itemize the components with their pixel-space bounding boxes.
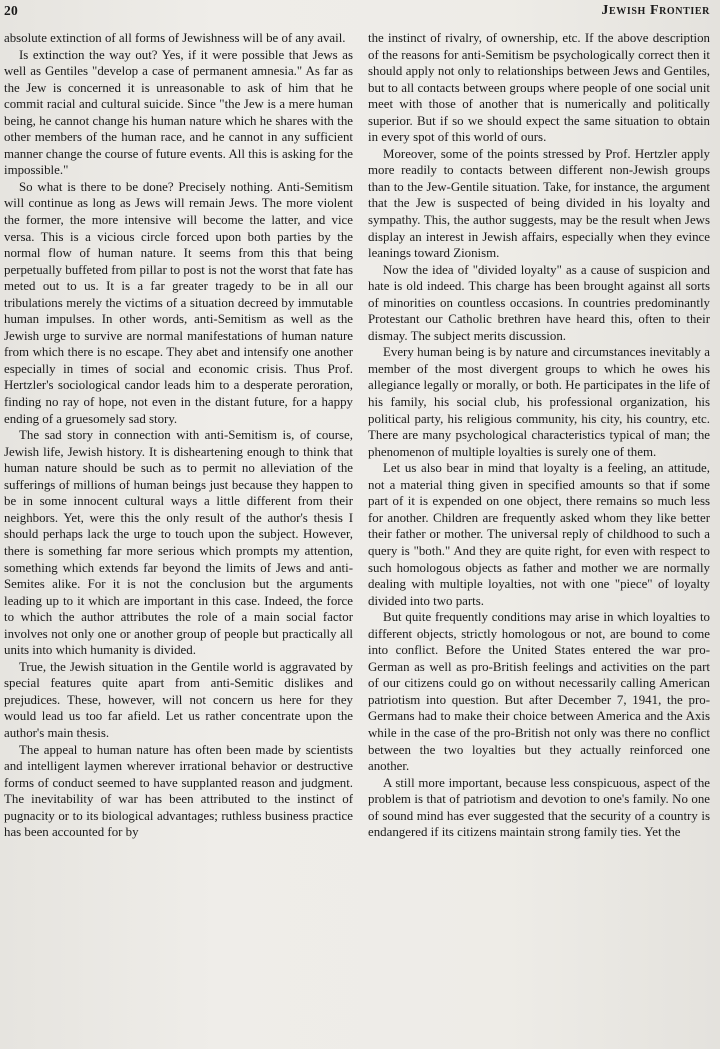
paragraph: The appeal to human nature has often been made by scientists and intelligent laymen wherever irrational behavior or destructive forms of conduct seemed to have supplanted reason and judgment. The inevitability of war has been attributed to the instinct of pugnacity or to its biological advantages; ruthless business practice has been accounted for by	[4, 742, 353, 840]
paragraph: Every human being is by nature and circumstances inevitably a member of the most divergent groups to which he owes his allegiance legally or morally, or both. He participates in the life of his family, his social club, his professional organization, his political party, his religious community, his city, his country, etc. There are many psychological characteristics typical of man; the phenomenon of multiple loyalties is surely one of them.	[368, 345, 710, 459]
paragraph: Is extinction the way out? Yes, if it were possible that Jews as well as Gentiles "develop a case of permanent amnesia." As far as the Jew is concerned it is unreasonable to ask of him that he commit racial and cultural suicide. Since "the Jew is a mere human being, he cannot change his human nature which he shares with the other members of the human race, and he cannot in any sufficient manner change the course of future events. All this is asking for the impossible."	[4, 47, 353, 178]
paragraph: Moreover, some of the points stressed by Prof. Hertzler apply more readily to contacts between different non-Jewish groups than to the Jew-Gentile situation. Take, for instance, the argument that the Jew is suspected of being divided in his loyalty and sympathy. This, the author suggests, may be the result when Jews display an interest in Jewish affairs, especially when they evince leanings toward Zionism.	[368, 146, 710, 261]
right-column	[368, 30, 710, 1045]
paragraph: Now the idea of "divided loyalty" as a cause of suspicion and hate is old indeed. This charge has been brought against all sorts of minorities on countless occasions. In countries predominantly Protestant our Catholic brethren have heard this, often to their dismay. The subject merits discussion.	[368, 262, 710, 343]
paragraph: absolute extinction of all forms of Jewishness will be of any avail.	[4, 31, 346, 45]
page-header	[4, 0, 710, 22]
paragraph: But quite frequently conditions may arise in which loyalties to different objects, strictly homologous or not, are bound to come into conflict. Before the United States entered the war pro-German as well as pro-British feelings and activities on the part of our citizens could go on without necessarily calling American patriotism into question. But after December 7, 1941, the pro-Germans had to make their choice between America and the Axis while in the case of the pro-British not only was there no conflict between the two loyalties but they actually reinforced one another.	[368, 610, 710, 774]
paragraph: True, the Jewish situation in the Gentile world is aggravated by special features quite apart from anti-Semitic dislikes and prejudices. These, however, will not concern us here for they would lead us too far afield. Let us rather concentrate upon the author's main thesis.	[4, 659, 353, 740]
paragraph: So what is there to be done? Precisely nothing. Anti-Semitism will continue as long as Jews will remain Jews. The more violent the former, the more intensive will become the latter, and vice versa. This is a vicious circle forced upon both parties by the normal flow of human nature. It seems from this that being perpetually buffeted from pillar to post is not the worst that fate has meted out to us. It is a far greater tragedy to be in all our tribulations merely the victims of a situation decreed by immutable human impulses. In other words, anti-Semitism as well as the Jewish urge to survive are normal manifestations of human nature from which there is no escape. They abet and intensify one another especially in times of social and economic crisis. Thus Prof. Hertzler's sociological candor leads him to a desperate peroration, finding no ray of hope, not even in the distant future, for a happy ending of a gruesomely sad story.	[4, 179, 353, 426]
journal-title: Jewish Frontier	[601, 3, 710, 18]
page-number: 20	[4, 3, 19, 18]
paragraph: A still more important, because less conspicuous, aspect of the problem is that of patriotism and devotion to one's family. No one of sound mind has ever suggested that the security of a country is endangered if its citizens maintain strong family ties. Yet the	[368, 775, 710, 840]
paragraph: The sad story in connection with anti-Semitism is, of course, Jewish life, Jewish history. It is disheartening enough to think that human nature should be such as to permit no alleviation of the sufferings of millions of human beings just because they happen to be in some innocent cultural ways a little different from their neighbors. Yet, were this the only result of the author's thesis I should perhaps lack the urge to touch upon the subject. However, there is something far more serious which prompts my attention, something which extends far beyond the limits of Jews and anti-Semites alike. For it is not the conclusion but the arguments leading up to it which are important in this case. Indeed, the force to which the author attributes the role of a main social factor involves not only one or another group of people but practically all units into which humanity is divided.	[4, 428, 353, 658]
left-column	[4, 30, 353, 1045]
paragraph: the instinct of rivalry, of ownership, etc. If the above description of the reasons for anti-Semitism be psychologically correct then it should apply not only to relationships between Jews and Gentiles, but to all contacts between groups where people of one social unit meet with those of another that is numerically and politically superior. But if so we should expect the same situation to obtain in every spot of this world of ours.	[368, 31, 710, 145]
paragraph: Let us also bear in mind that loyalty is a feeling, an attitude, not a material thing given in specified amounts so that if some part of it is expended on one object, there remains so much less for another. Children are frequently asked whom they like better their father or mother. The universal reply of childhood to such a query is "both." And they are quite right, for even with respect to such homologous objects as father and mother we are normally dealing with multiple loyalties, not with one "piece" of loyalty divided into two parts.	[368, 461, 710, 608]
